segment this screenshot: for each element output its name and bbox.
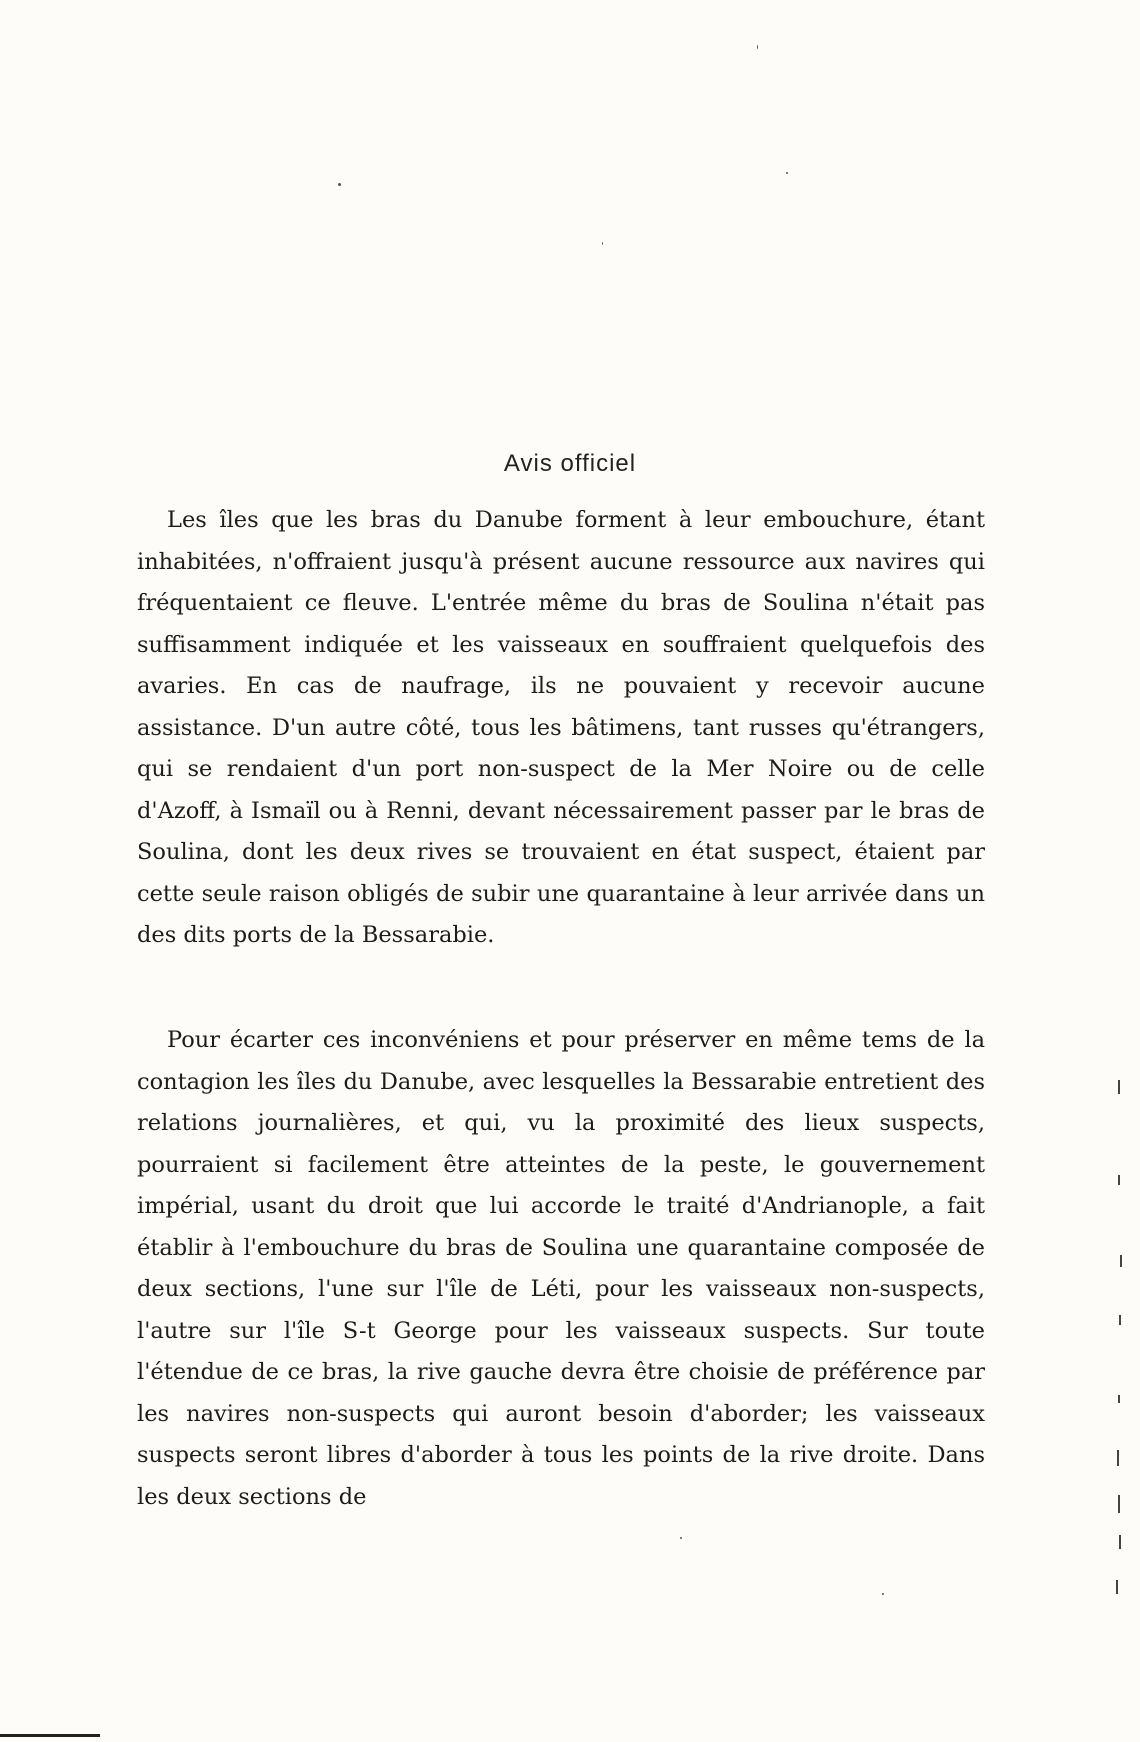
scan-edge-mark bbox=[1117, 1450, 1119, 1466]
scan-speck bbox=[680, 1537, 682, 1539]
scan-speck bbox=[602, 242, 603, 245]
paragraph-2-block bbox=[137, 1020, 985, 1518]
scan-speck bbox=[786, 172, 788, 174]
scan-edge-mark bbox=[1118, 1175, 1120, 1185]
paragraph-1-block bbox=[137, 500, 985, 957]
bottom-scan-rule bbox=[0, 1734, 100, 1737]
scan-edge-mark bbox=[1119, 1315, 1121, 1325]
scan-edge-mark bbox=[1119, 1535, 1121, 1549]
scan-edge-mark bbox=[1118, 1395, 1120, 1403]
scan-speck bbox=[757, 45, 758, 49]
paragraph: Pour écarter ces inconvéniens et pour préserver en même tems de la contagion les îles du Danube, avec lesquelles la Bessarabie entretient des relations journalières, et qui, vu la proximité des lieux suspects, pourraient si facilement être atteintes de la peste, le gouvernement impérial, usant du droit que lui accorde le traité d'Andrianople, a fait établir à l'embouchure du bras de Soulina une quarantaine composée de deux sections, l'une sur l'île de Léti, pour les vaisseaux non-suspects, l'autre sur l'île S-t George pour les vaisseaux suspects. Sur toute l'étendue de ce bras, la rive gauche devra être choisie de préférence par les navires non-suspects qui auront besoin d'aborder; les vaisseaux suspects seront libres d'aborder à tous les points de la rive droite. Dans les deux sections de bbox=[137, 1027, 985, 1510]
scan-speck bbox=[882, 1593, 884, 1595]
scan-edge-mark bbox=[1118, 1495, 1120, 1513]
scan-edge-mark bbox=[1116, 1580, 1118, 1594]
page-title: Avis officiel bbox=[503, 450, 637, 477]
scan-edge-mark bbox=[1118, 1080, 1120, 1094]
scan-speck bbox=[338, 183, 341, 186]
scan-edge-mark bbox=[1120, 1255, 1122, 1267]
paragraph: Les îles que les bras du Danube forment à leur embouchure, étant inhabitées, n'offraient jusqu'à présent aucune ressource aux navires qui fréquentaient ce fleuve. L'entrée même du bras de Soulina n'était pas suffisamment indiquée et les vaisseaux en souffraient quelquefois des avaries. En cas de naufrage, ils ne pouvaient y recevoir aucune assistance. D'un autre côté, tous les bâtimens, tant russes qu'étrangers, qui se rendaient d'un port non-suspect de la Mer Noire ou de celle d'Azoff, à Ismaïl ou à Renni, devant nécessairement passer par le bras de Soulina, dont les deux rives se trouvaient en état suspect, étaient par cette seule raison obligés de subir une quarantaine à leur arrivée dans un des dits ports de la Bessarabie. bbox=[137, 507, 985, 948]
